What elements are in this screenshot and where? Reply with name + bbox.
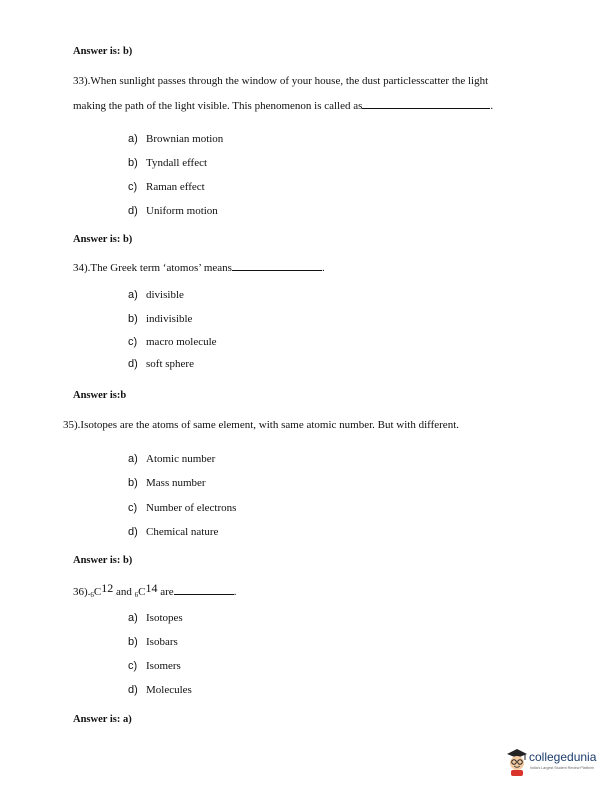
mass-number-14: 14 [145,581,158,595]
mass-number-12: 12 [101,581,114,595]
q34-option-a: a) divisible [128,289,184,301]
logo-tagline: India's Largest Student Review Platform [530,766,594,770]
answer-35: Answer is: b) [73,555,133,566]
answer-blank [174,593,234,595]
q35-option-b: b) Mass number [128,477,206,489]
q36-option-a: a) Isotopes [128,612,183,624]
q34-option-d: d) soft sphere [128,358,194,370]
answer-33: Answer is: b) [73,234,133,245]
q33-option-d: d) Uniform motion [128,205,218,217]
q33-option-c: c) Raman effect [128,181,205,193]
q35-option-d: d) Chemical nature [128,526,219,538]
q36-option-d: d) Molecules [128,684,192,696]
question-33-line2 [73,100,493,112]
question-33-line1: 33).When sunlight passes through the window of your house, the dust particlesscatter the light [73,75,489,87]
question-33-end: . [490,100,494,112]
question-36: $36)._6C^{12}$ and $_6C^{14}$ are . [73,581,237,599]
q33-option-b: b) Tyndall effect [128,157,208,169]
q36-option-b: b) Isobars [128,636,178,648]
question-34 [73,262,325,274]
q35-option-c: c) Number of electrons [128,502,237,514]
q36-option-c: c) Isomers [128,660,181,672]
q34-option-c: c) macro molecule [128,336,217,348]
answer-34: Answer is:b [73,390,127,401]
answer-blank [232,269,322,271]
answer-blank [362,107,490,109]
q33-option-a: a) Brownian motion [128,133,224,145]
q35-option-a: a) Atomic number [128,453,216,465]
answer-36: Answer is: a) [73,714,132,725]
collegedunia-logo [505,745,605,779]
question-33-text: making the path of the light visible. This phenomenon is called as [73,100,363,112]
q34-option-b: b) indivisible [128,313,193,325]
question-34-end: . [321,262,325,274]
mascot-icon [505,747,529,777]
question-34-text: 34).The Greek term ‘atomos’ means [73,262,232,274]
atomic-number: 6 [134,591,139,599]
answer-32: Answer is: b) [73,46,133,57]
atomic-number: 6 [90,591,94,599]
question-35: 35).Isotopes are the atoms of same element, with same atomic number. But with different. [63,419,459,431]
logo-name: collegedunia [529,750,597,764]
